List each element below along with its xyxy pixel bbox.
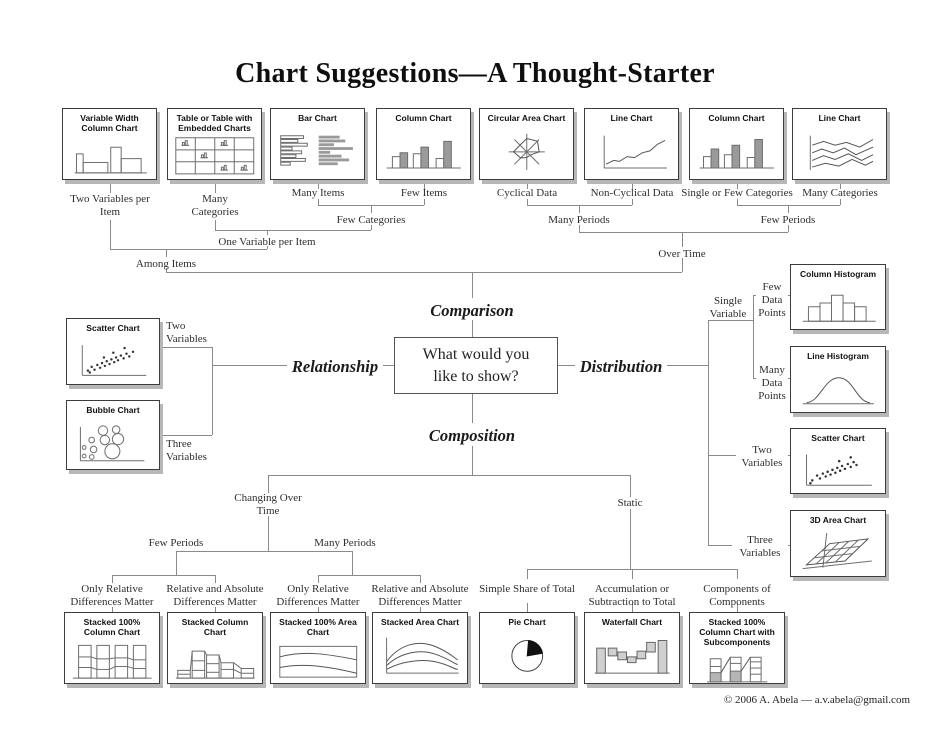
caption-single-or-few-categories: Single or Few Categories: [681, 187, 793, 199]
waterfall-chart-sketch: [589, 627, 675, 683]
chart-thumbnail-bar: [270, 108, 365, 180]
connector-line: [371, 205, 372, 213]
thumbnail-title: 3D Area Chart: [809, 515, 867, 525]
connector-line: [472, 446, 473, 475]
connector-line: [176, 551, 177, 575]
thumbnail-title: Pie Chart: [508, 617, 546, 627]
connector-line: [527, 569, 528, 579]
central-question-box: [394, 337, 558, 394]
thumbnail-title: Stacked Column Chart: [181, 617, 249, 638]
grouped-column-chart-sketch: [694, 123, 780, 179]
chart-thumbnail-scatter-right: [790, 428, 886, 494]
chart-thumbnail-line-histogram: [790, 346, 886, 413]
caption-many-categories: Many Categories: [191, 193, 239, 218]
chart-thumbnail-table-embedded: [167, 108, 262, 180]
thumbnail-title: Variable Width Column Chart: [80, 113, 139, 134]
thumbnail-title: Column Chart: [395, 113, 452, 123]
copyright-text: © 2006 A. Abela — a.v.abela@gmail.com: [723, 694, 910, 706]
connector-line: [527, 603, 528, 612]
label-many-periods-bottom: Many Periods: [314, 537, 376, 549]
connector-line: [682, 232, 683, 247]
chart-thumbnail-pie: [479, 612, 575, 684]
connector-line: [110, 184, 111, 193]
circular-area-chart-sketch: [484, 123, 570, 179]
label-static: Static: [617, 497, 643, 509]
label-few-data-points: Few Data Points: [756, 281, 788, 320]
label-changing-over-time: Changing Over Time: [234, 492, 302, 517]
stacked-100-column-subcomponents-sketch: [694, 648, 780, 683]
connector-line: [579, 205, 580, 213]
chart-thumbnail-stacked-100-subcomponents: [689, 612, 785, 684]
label-two-variables-left: Two Variables: [166, 320, 207, 345]
thumbnail-title: Bar Chart: [298, 113, 337, 123]
label-two-variables-right: Two Variables: [736, 444, 788, 470]
stacked-area-chart-sketch: [377, 627, 463, 683]
column-histogram-sketch: [795, 279, 881, 329]
caption-two-variables-per-item: Two Variables per Item: [70, 193, 150, 218]
connector-line: [318, 575, 420, 576]
connector-line: [268, 516, 269, 551]
chart-thumbnail-multi-line: [792, 108, 887, 180]
caption-only-relative-2: Only Relative Differences Matter: [276, 583, 360, 608]
chart-thumbnail-circular-area: [479, 108, 574, 180]
caption-accumulation: Accumulation or Subtraction to Total: [588, 583, 676, 608]
table-with-embedded-charts-sketch: [172, 133, 258, 179]
connector-line: [166, 272, 682, 273]
junction-few-categories: Few Categories: [336, 214, 406, 226]
connector-line: [268, 475, 630, 476]
line-chart-sketch: [589, 123, 675, 179]
connector-line: [788, 205, 789, 213]
connector-line: [110, 249, 267, 250]
branch-relationship-label: Relationship: [287, 357, 383, 376]
connector-line: [215, 575, 216, 583]
thumbnail-title: Stacked 100% Column Chart with Subcomponents: [699, 617, 775, 648]
thumbnail-title: Bubble Chart: [86, 405, 140, 415]
thumbnail-title: Circular Area Chart: [487, 113, 566, 123]
connector-line: [212, 347, 213, 435]
label-three-variables-right: Three Variables: [732, 534, 788, 560]
3d-area-chart-sketch: [795, 525, 881, 576]
caption-only-relative-1: Only Relative Differences Matter: [70, 583, 154, 608]
thumbnail-title: Line Histogram: [807, 351, 869, 361]
thumbnail-title: Waterfall Chart: [601, 617, 663, 627]
connector-line: [215, 220, 216, 230]
branch-distribution-label: Distribution: [575, 357, 668, 376]
thumbnail-title: Scatter Chart: [811, 433, 865, 443]
caption-few-items: Few Items: [400, 187, 448, 199]
connector-line: [166, 249, 167, 257]
branch-distribution: [556, 357, 686, 377]
chart-thumbnail-scatter-left: [66, 318, 160, 385]
bubble-chart-sketch: [71, 415, 156, 469]
chart-thumbnail-line: [584, 108, 679, 180]
caption-many-categories-2: Many Categories: [802, 187, 878, 199]
chart-thumbnail-variable-width-column: [62, 108, 157, 180]
label-many-data-points: Many Data Points: [756, 364, 788, 403]
chart-thumbnail-stacked-area: [372, 612, 468, 684]
chart-thumbnail-stacked-100-column: [64, 612, 160, 684]
thumbnail-title: Scatter Chart: [86, 323, 140, 333]
thumbnail-title: Stacked 100% Column Chart: [83, 617, 141, 638]
connector-line: [162, 347, 212, 348]
connector-line: [215, 230, 371, 231]
branch-relationship: [270, 357, 400, 377]
label-few-periods-bottom: Few Periods: [148, 537, 204, 549]
thumbnail-title: Stacked 100% Area Chart: [279, 617, 357, 638]
caption-non-cyclical-data: Non-Cyclical Data: [590, 187, 674, 199]
chart-thumbnail-waterfall: [584, 612, 680, 684]
chart-thumbnail-stacked-100-area: [270, 612, 366, 684]
caption-components: Components of Components: [703, 583, 771, 608]
connector-line: [318, 575, 319, 583]
stacked-column-chart-sketch: [172, 637, 258, 683]
thumbnail-title: Line Chart: [610, 113, 653, 123]
chart-thumbnail-column: [376, 108, 471, 180]
chart-thumbnail-column-histogram: [790, 264, 886, 330]
connector-line: [579, 232, 788, 233]
connector-line: [267, 230, 268, 235]
pie-chart-sketch: [484, 627, 570, 683]
thumbnail-title: Stacked Area Chart: [380, 617, 460, 627]
chart-thumbnail-3d-area: [790, 510, 886, 577]
label-single-variable: Single Variable: [709, 295, 747, 320]
caption-relative-absolute-1: Relative and Absolute Differences Matter: [166, 583, 264, 608]
line-histogram-sketch: [795, 361, 881, 412]
thumbnail-title: Column Histogram: [799, 269, 877, 279]
connector-line: [708, 320, 709, 545]
connector-line: [176, 551, 352, 552]
connector-line: [630, 509, 631, 569]
connector-line: [112, 575, 215, 576]
multi-line-chart-sketch: [797, 123, 883, 179]
branch-composition: [392, 426, 552, 446]
connector-line: [215, 184, 216, 193]
connector-line: [268, 475, 269, 493]
thumbnail-title: Table or Table with Embedded Charts: [176, 113, 253, 134]
variable-width-column-chart-sketch: [67, 133, 153, 179]
connector-line: [352, 551, 353, 575]
page-title: Chart Suggestions—A Thought-Starter: [235, 58, 715, 89]
connector-line: [162, 435, 212, 436]
stacked-100-column-chart-sketch: [69, 637, 155, 683]
branch-comparison-label: Comparison: [425, 301, 518, 320]
chart-thumbnail-bubble: [66, 400, 160, 470]
caption-many-items: Many Items: [291, 187, 345, 199]
chart-thumbnail-stacked-column: [167, 612, 263, 684]
junction-many-periods: Many Periods: [548, 214, 610, 226]
connector-line: [110, 220, 111, 249]
thumbnail-title: Column Chart: [708, 113, 765, 123]
scatter-chart-sketch: [795, 443, 881, 493]
junction-one-variable-per-item: One Variable per Item: [218, 236, 316, 248]
junction-among-items: Among Items: [135, 258, 197, 270]
connector-line: [737, 569, 738, 579]
stacked-100-area-chart-sketch: [275, 637, 361, 683]
caption-cyclical-data: Cyclical Data: [496, 187, 558, 199]
caption-simple-share: Simple Share of Total: [479, 583, 575, 595]
junction-over-time: Over Time: [658, 248, 706, 260]
chart-thumbnail-grouped-column: [689, 108, 784, 180]
scatter-chart-sketch: [71, 333, 156, 384]
column-chart-sketch: [381, 123, 467, 179]
connector-line: [472, 392, 473, 423]
junction-few-periods: Few Periods: [760, 214, 816, 226]
connector-line: [632, 569, 633, 579]
bar-chart-sketch: [275, 123, 361, 179]
central-question-text: What would you like to show?: [422, 345, 530, 385]
connector-line: [472, 320, 473, 337]
branch-composition-label: Composition: [424, 426, 520, 445]
connector-line: [420, 575, 421, 583]
label-three-variables-left: Three Variables: [166, 438, 207, 463]
connector-line: [630, 475, 631, 497]
connector-line: [472, 272, 473, 298]
caption-relative-absolute-2: Relative and Absolute Differences Matter: [371, 583, 469, 608]
connector-line: [112, 575, 113, 583]
branch-comparison: [392, 301, 552, 321]
thumbnail-title: Line Chart: [818, 113, 861, 123]
